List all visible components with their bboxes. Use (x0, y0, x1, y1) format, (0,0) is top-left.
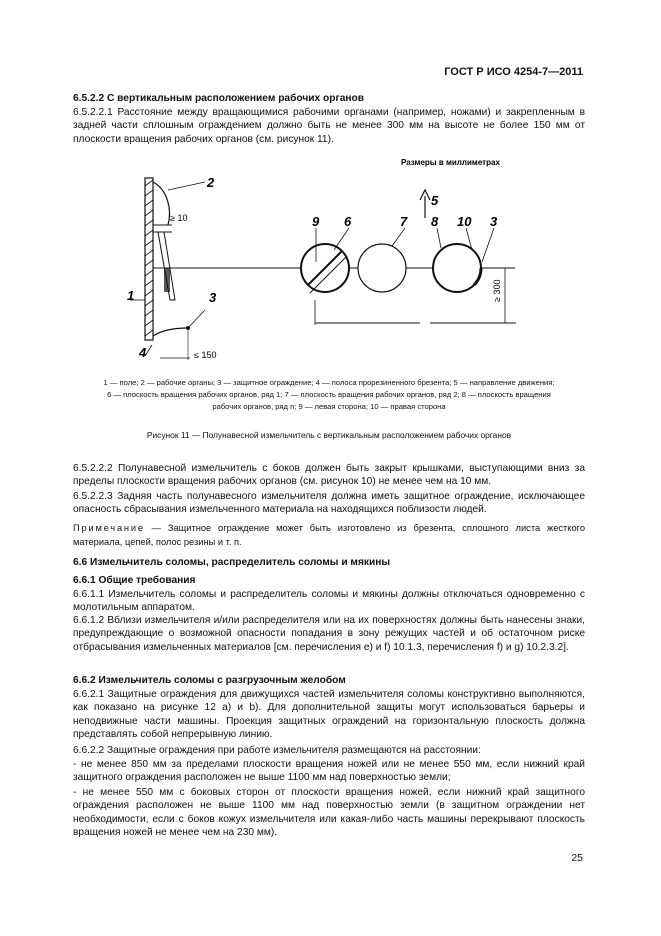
paragraph-6621: 6.6.2.1 Защитные ограждения для движущихся частей измельчителя соломы конструктивно выполняются, как показано на рисунке 12 a) и b). Для дополнительной защиты могут использоваться барьеры и неподвижные части машины. Проекция защитных ограждений на горизонтальную плоскость должна представлять собой непрерывную линию. (73, 689, 585, 741)
guard-bottom (153, 328, 188, 336)
bullet-2: - не менее 550 мм с боковых сторон от плоскости вращения ножей, если нижний край защитного ограждения расположен не выше 1100 мм над поверхностью земли (в защитном ограждении нет необходимости, если с боков кожух измельчителя или какая-либо часть машины перекрывают плоскость вращения ножей не менее чем на 230 мм). (73, 787, 585, 839)
page-number: 25 (571, 852, 583, 864)
svg-text:7: 7 (400, 214, 408, 229)
paragraph-6612: 6.6.1.2 Вблизи измельчителя и/или распределителя или на их поверхностях должны быть нанесены знаки, предупреждающие о возможной опасности попадания в зону режущих частей и об остаточном риске отбрасывания измельченных материалов [см. перечисления е) и f) 10.1.3, перечисления f) и g) 10.2.3.2]. (73, 615, 585, 653)
section-662-title: 6.6.2 Измельчитель соломы с разгрузочным желобом (73, 675, 346, 686)
note (73, 522, 585, 549)
svg-text:≤ 150: ≤ 150 (194, 350, 217, 360)
paragraph-6622: 6.6.2.2 Защитные ограждения при работе измельчителя размещаются на расстоянии: (73, 745, 481, 756)
paragraph-65223: 6.5.2.2.3 Задняя часть полунавесного измельчителя должна иметь защитное ограждение, исключающее опасность сбрасывания измельченного материала на находящихся поблизости людей. (73, 491, 585, 516)
document-header: ГОСТ Р ИСО 4254-7—2011 (444, 66, 583, 78)
svg-text:2: 2 (207, 175, 215, 190)
rotor-circle-middle (358, 244, 406, 292)
paragraph-65221: 6.5.2.2.1 Расстояние между вращающимися рабочими органами (например, ножами) и закрепленным в задней части сплошным ограждением должно быть не менее 300 мм на высоте не более 150 мм от плоскости вращения рабочих органов (см. рисунок 11). (73, 107, 585, 145)
svg-text:3: 3 (490, 214, 498, 229)
paragraph-65222: 6.5.2.2.2 Полунавесной измельчитель с боков должен быть закрыт крышками, выступающими вниз за пределы плоскости вращения рабочих органов (см. рисунок 10) не менее чем на 10 мм. (73, 463, 585, 488)
paragraph-6611: 6.6.1.1 Измельчитель соломы и распределитель соломы и мякины должны отключаться одновременно с молотильным аппаратом. (73, 589, 585, 614)
section-6522-title: 6.5.2.2 С вертикальным расположением рабочих органов (73, 93, 365, 104)
note-text: — Защитное ограждение может быть изготовлено из брезента, сплошного листа жесткого материала, цепей, полос резины и т. п. (73, 523, 585, 547)
svg-text:≥ 300: ≥ 300 (492, 279, 502, 302)
figure-legend-3: рабочих органов, ряд n; 9 — левая сторона; 10 — правая сторона (212, 402, 446, 411)
section-661-title: 6.6.1 Общие требования (73, 575, 196, 586)
svg-text:3: 3 (209, 290, 217, 305)
figure-legend-1: 1 — поле; 2 — рабочие органы; 3 — защитное ограждение; 4 — полоса прорезиненного брезента; 5 — направление движения; (103, 378, 555, 387)
figure-11-drawing (0, 150, 661, 380)
section-66-title: 6.6 Измельчитель соломы, распределитель соломы и мякины (73, 557, 391, 568)
bullet-1: - не менее 850 мм за пределами плоскости вращения ножей или не менее 550 мм, если нижний край защитного ограждения расположен не выше 1100 мм над поверхностью земли; (73, 759, 585, 784)
svg-text:9: 9 (312, 214, 320, 229)
svg-text:5: 5 (431, 193, 439, 208)
dims-note: Размеры в миллиметрах (401, 158, 500, 167)
svg-text:4: 4 (139, 345, 147, 360)
svg-text:8: 8 (431, 214, 439, 229)
svg-text:1: 1 (127, 288, 135, 303)
field-strip (145, 178, 153, 340)
svg-text:≥ 10: ≥ 10 (170, 213, 188, 223)
svg-text:6: 6 (344, 214, 352, 229)
guard-curve (153, 182, 169, 225)
note-label: Примечание (73, 523, 145, 533)
figure-title: Рисунок 11 — Полунавесной измельчитель с вертикальным расположением рабочих органов (146, 430, 512, 440)
figure-legend-2: 6 — плоскость вращения рабочих органов, ряд 1; 7 — плоскость вращения рабочих органов, ряд 2; 8 — плоскость вращения (107, 390, 551, 399)
svg-text:10: 10 (457, 214, 472, 229)
